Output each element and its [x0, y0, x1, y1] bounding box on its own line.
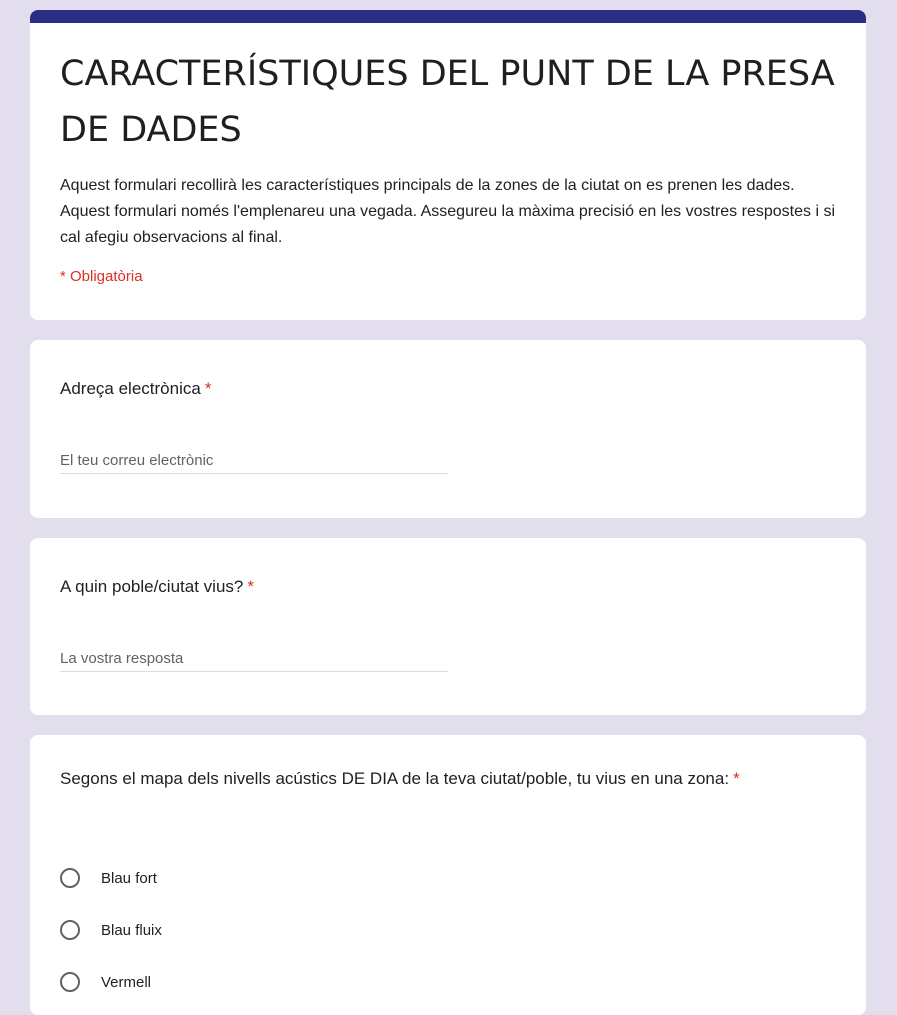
email-field[interactable] [60, 447, 448, 474]
city-answer-field[interactable] [60, 645, 448, 672]
question-title-email [60, 374, 211, 404]
form-description: Aquest formulari recollirà les característiques principals de la zones de la ciutat on es prenen les dades. Aquest formulari només l'emplenareu una vegada. Assegureu la màxima precisió en les vostres respostes i si cal afegiu observacions al final. [60, 177, 835, 246]
question-label: A quin poble/ciutat vius? [60, 577, 244, 596]
form-header-card [30, 10, 866, 320]
option-label: Vermell [101, 973, 152, 991]
option-label: Blau fluix [101, 921, 162, 939]
required-star: * [733, 769, 740, 788]
question-card-city [30, 538, 866, 715]
radio-option-blau-fluix[interactable] [60, 915, 162, 945]
question-label: Adreça electrònica [60, 379, 201, 398]
radio-option-blau-fort[interactable] [60, 863, 157, 893]
radio-button-icon[interactable] [60, 972, 80, 992]
header-accent-bar [30, 10, 866, 23]
required-star: * [204, 379, 212, 398]
form-title: CARACTERÍSTIQUES DEL PUNT DE LA PRESA DE DADES [60, 54, 835, 150]
question-title-acoustic-zone [60, 764, 840, 794]
radio-button-icon[interactable] [60, 868, 80, 888]
radio-button-icon[interactable] [60, 920, 80, 940]
radio-option-vermell[interactable] [60, 967, 151, 997]
question-title-city [60, 572, 254, 602]
required-star: * [247, 577, 254, 596]
question-label: Segons el mapa dels nivells acústics DE DIA de la teva ciutat/poble, tu vius en una zona: [60, 769, 730, 788]
required-note: * Obligatòria [60, 268, 143, 285]
question-card-email [30, 340, 866, 518]
option-label: Blau fort [101, 869, 157, 887]
question-card-acoustic-zone [30, 735, 866, 1015]
